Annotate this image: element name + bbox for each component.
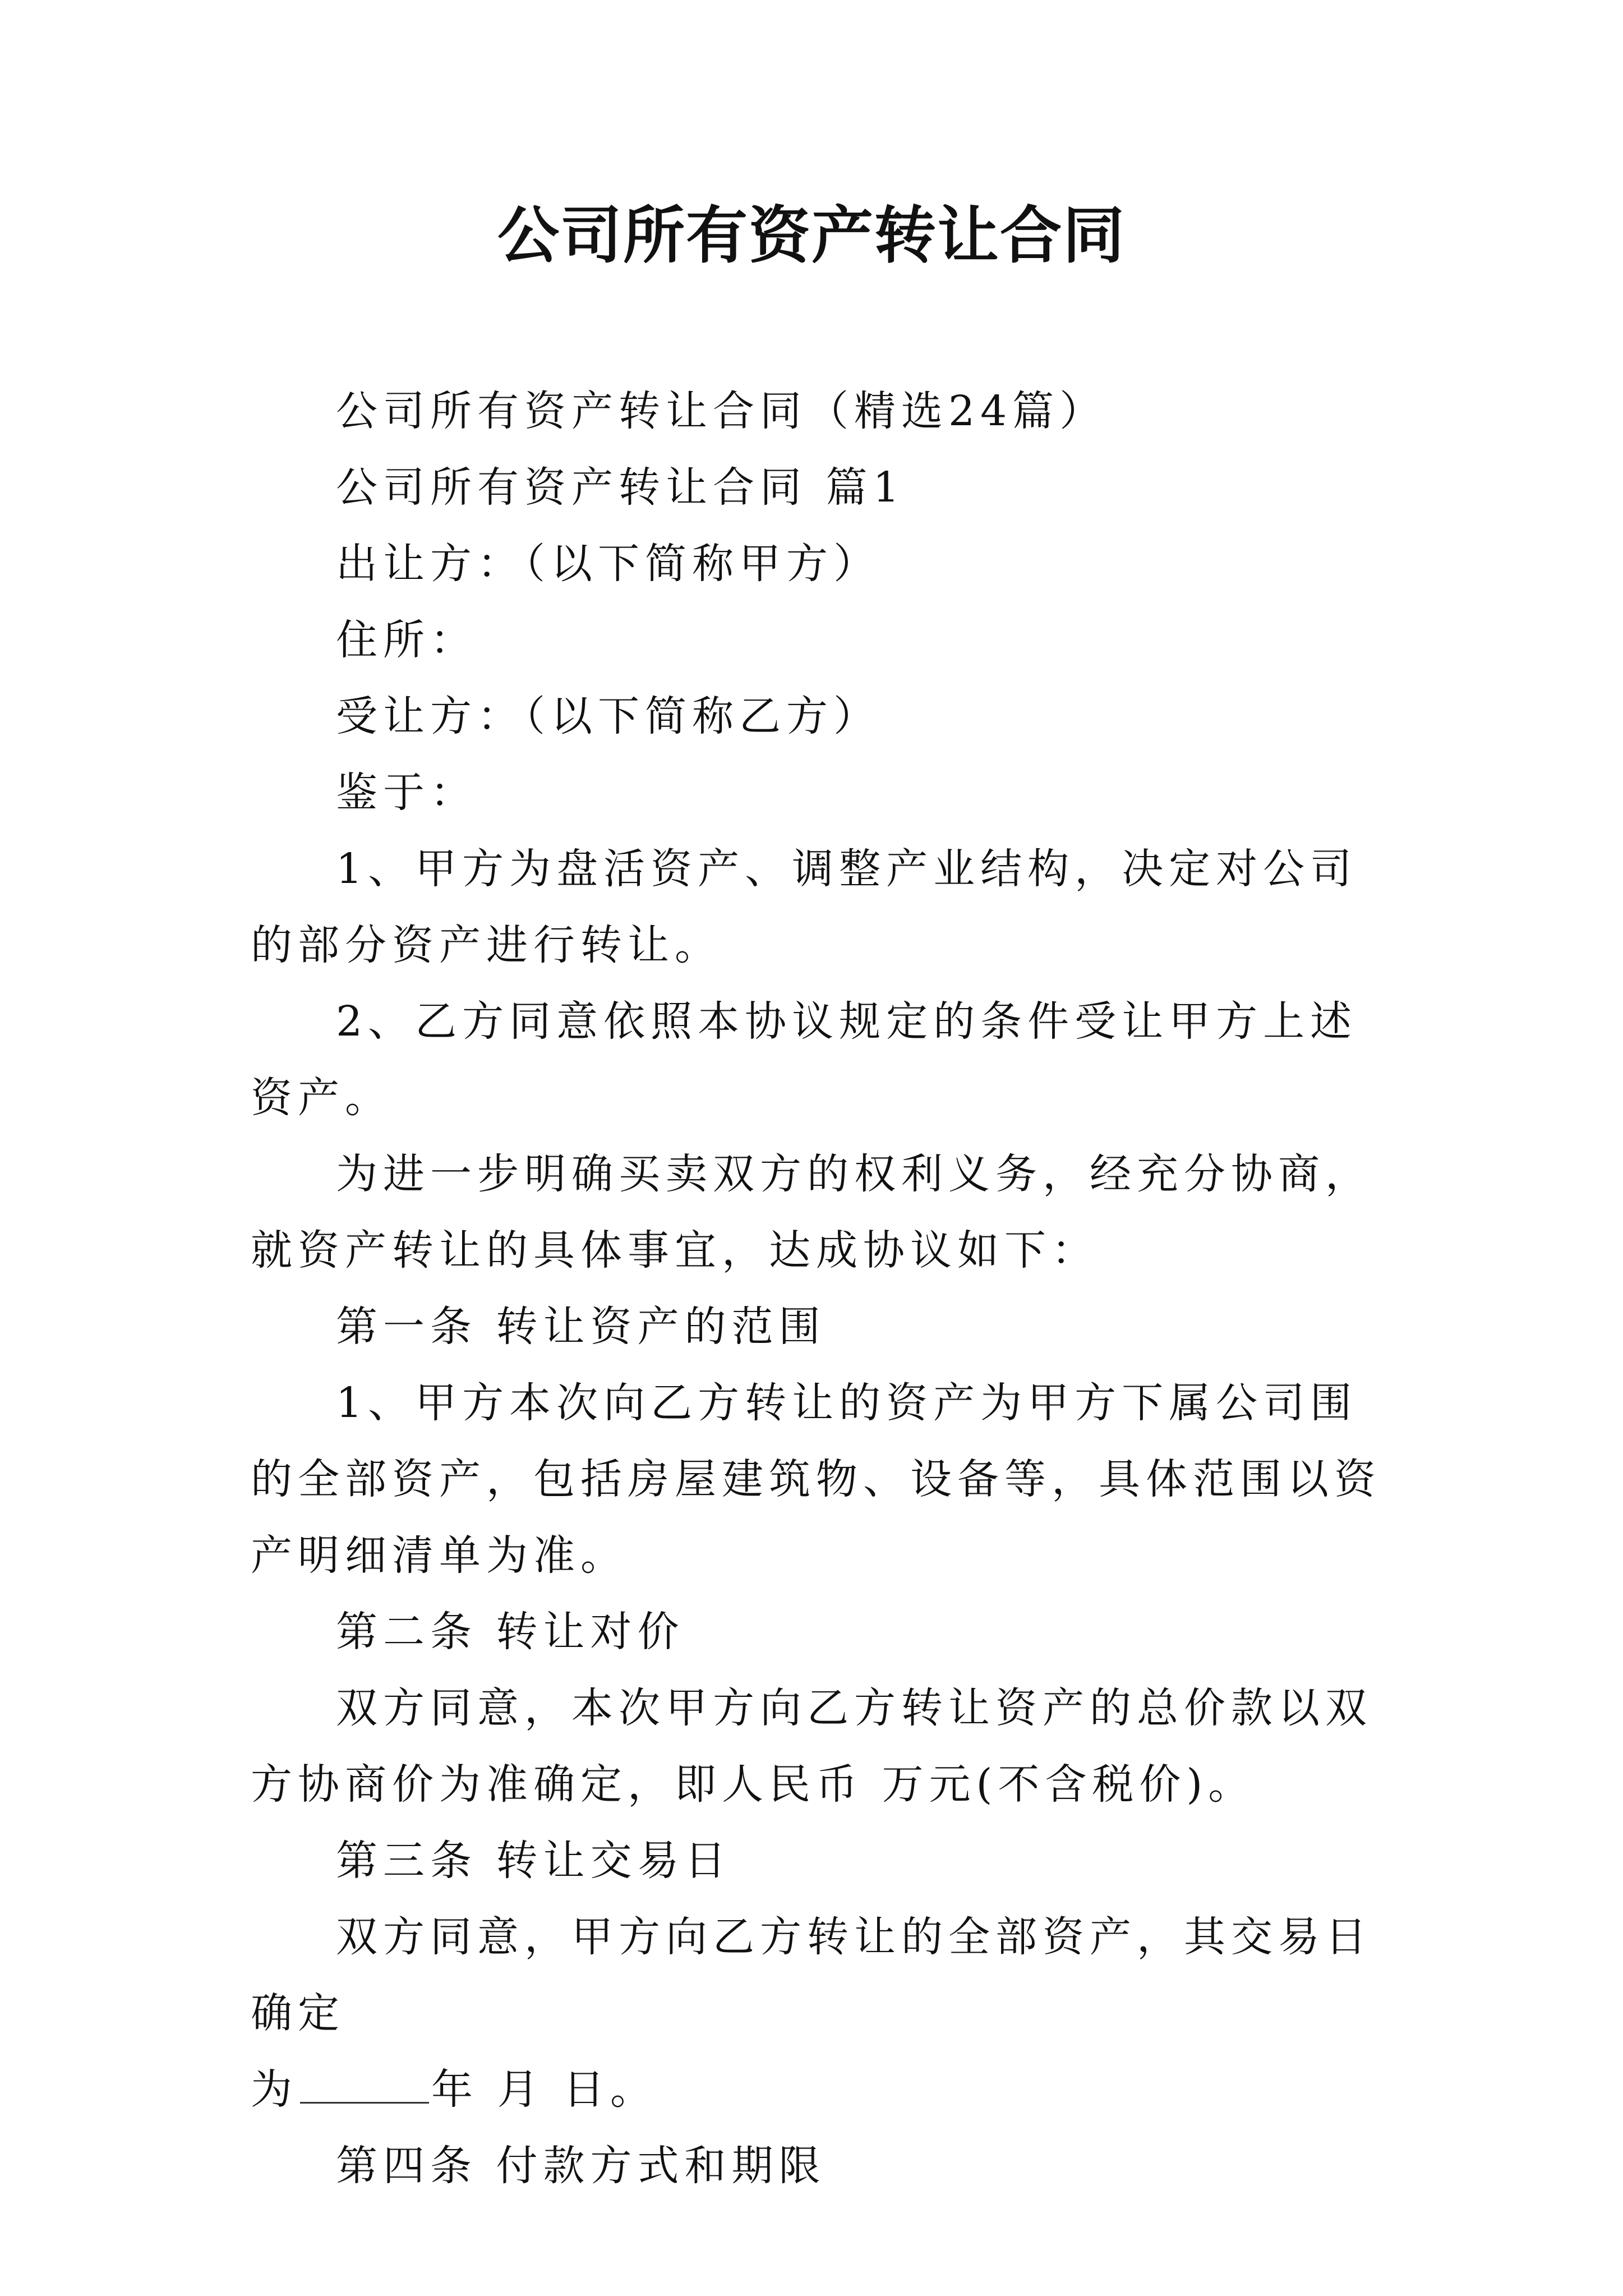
paragraph-agreement-intro: 为进一步明确买卖双方的权利义务，经充分协商，就资产转让的具体事宜，达成协议如下： [251,1150,1372,1274]
date-suffix: 年 月 日。 [431,2065,658,2114]
document-body [251,373,1395,2204]
date-prefix: 为 [251,2065,298,2114]
article-2-body: 双方同意，本次甲方向乙方转让资产的总价款以双方协商价为准确定，即人民币 万元(不含税价)。 [251,1684,1372,1809]
paragraph-section-heading: 公司所有资产转让合同 篇1 [336,463,905,512]
paragraph-transferor: 出让方：（以下简称甲方） [336,540,880,588]
article-3-body: 双方同意，甲方向乙方转让的全部资产，其交易日确定 [251,1913,1372,2037]
paragraph-whereas-1: 1、甲方为盘活资产、调整产业结构，决定对公司的部分资产进行转让。 [251,845,1358,969]
article-3-heading: 第三条 转让交易日 [336,1837,732,1885]
date-blank-underline [300,2066,429,2104]
article-1-heading: 第一条 转让资产的范围 [336,1303,826,1351]
paragraph-subtitle: 公司所有资产转让合同（精选24篇） [336,387,1107,435]
paragraph-whereas: 鉴于： [336,769,477,817]
article-4-heading: 第四条 付款方式和期限 [336,2142,826,2190]
paragraph-whereas-2: 2、乙方同意依照本协议规定的条件受让甲方上述资产。 [251,997,1358,1122]
paragraph-transferee: 受让方：（以下简称乙方） [336,692,880,740]
article-1-clause-1: 1、甲方本次向乙方转让的资产为甲方下属公司围的全部资产，包括房屋建筑物、设备等，具体范围以资产明细清单为准。 [251,1379,1381,1580]
article-2-heading: 第二条 转让对价 [336,1608,685,1656]
paragraph-address: 住所： [336,616,477,664]
article-3-date-line [251,2051,1395,2128]
document-title: 公司所有资产转让合同 [497,199,1126,272]
